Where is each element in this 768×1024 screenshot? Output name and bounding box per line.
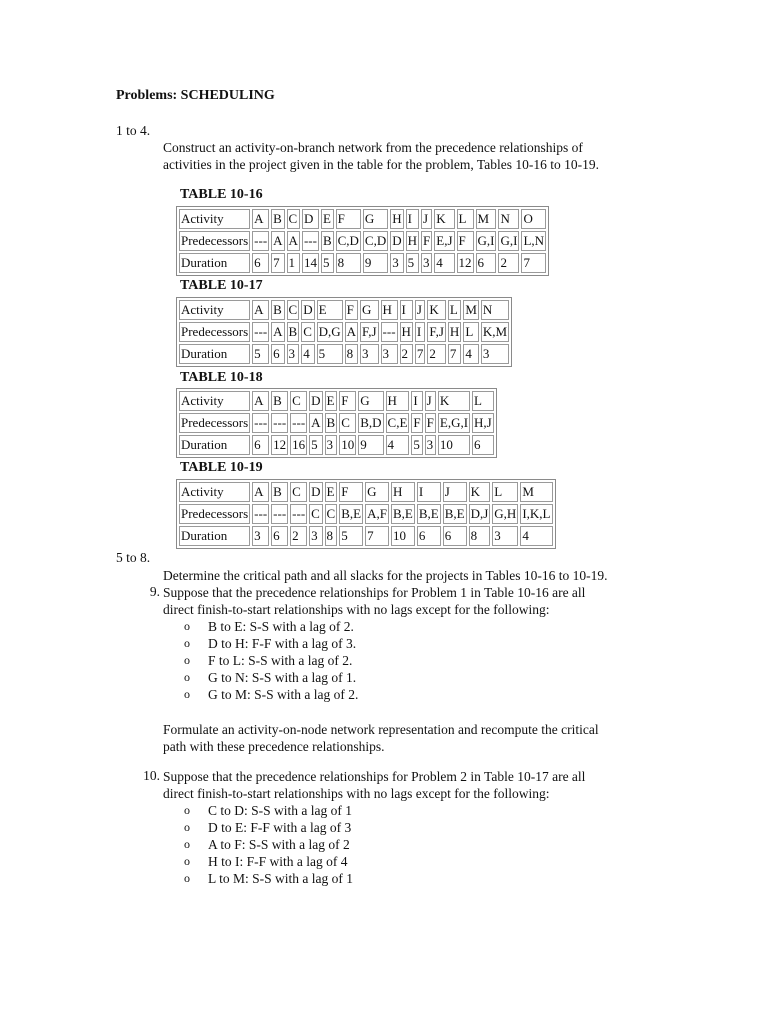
table-cell: 8 — [345, 344, 358, 364]
table-cell: A — [345, 322, 358, 342]
table-cell: B — [271, 391, 288, 411]
row-header-cell: Activity — [179, 300, 250, 320]
table-row — [179, 482, 553, 502]
table-cell: 4 — [434, 253, 454, 273]
table-cell: M — [463, 300, 479, 320]
row-header-cell: Duration — [179, 253, 250, 273]
table-cell: 7 — [415, 344, 426, 364]
table-cell: F,J — [360, 322, 379, 342]
table-cell: A — [252, 391, 269, 411]
table-cell: C — [339, 413, 356, 433]
table-cell: 8 — [325, 526, 338, 546]
table-cell: M — [476, 209, 497, 229]
table-cell: E — [325, 391, 338, 411]
table-cell: B,D — [358, 413, 383, 433]
table-cell: C — [325, 504, 338, 524]
table-cell: 2 — [498, 253, 519, 273]
table-cell: 8 — [469, 526, 491, 546]
table-row — [179, 391, 494, 411]
table-cell: F — [339, 391, 356, 411]
list-item — [184, 669, 358, 686]
table-cell: G,H — [492, 504, 518, 524]
table-cell: 6 — [252, 435, 269, 455]
problem-1-4-text — [163, 139, 703, 173]
text-line: Suppose that the precedence relationships for Problem 2 in Table 10-17 are all — [163, 769, 586, 784]
table-cell: G — [358, 391, 383, 411]
table-cell: 5 — [321, 253, 334, 273]
table-cell: 4 — [386, 435, 410, 455]
table-cell: 7 — [448, 344, 461, 364]
list-item-text: D to E: F-F with a lag of 3 — [208, 820, 352, 835]
table-cell: L — [457, 209, 474, 229]
table-10-16 — [176, 206, 549, 276]
table-cell: 10 — [438, 435, 470, 455]
table-cell: --- — [381, 322, 398, 342]
table-cell: I — [411, 391, 422, 411]
row-header-cell: Predecessors — [179, 413, 250, 433]
bullet-marker: o — [184, 687, 190, 701]
table-cell: --- — [252, 413, 269, 433]
table-cell: 3 — [425, 435, 436, 455]
table-cell: B — [325, 413, 338, 433]
table-cell: D — [309, 482, 322, 502]
table-cell: 2 — [400, 344, 413, 364]
table-cell: --- — [302, 231, 319, 251]
bullet-marker: o — [184, 871, 190, 885]
text-line: Construct an activity-on-branch network from the precedence relationships of — [163, 140, 583, 155]
table-cell: --- — [271, 413, 288, 433]
table-cell: H — [391, 482, 415, 502]
bullet-marker: o — [184, 837, 190, 851]
list-item — [184, 635, 358, 652]
table-cell: B — [271, 209, 284, 229]
table-cell: B — [287, 322, 300, 342]
table-cell: H — [400, 322, 413, 342]
table-cell: C — [301, 322, 314, 342]
table-cell: D — [309, 391, 322, 411]
table-cell: I — [415, 322, 426, 342]
list-item — [184, 686, 358, 703]
problem-9-text — [163, 584, 703, 618]
problem-9-bullet-list — [184, 618, 358, 703]
table-cell: G — [365, 482, 389, 502]
table-10-19-title: TABLE 10-19 — [180, 460, 263, 475]
row-header-cell: Predecessors — [179, 322, 250, 342]
table-cell: L,N — [521, 231, 546, 251]
text-line: direct finish-to-start relationships with no lags except for the following: — [163, 602, 550, 617]
table-cell: 7 — [365, 526, 389, 546]
table-cell: F — [345, 300, 358, 320]
table-cell: B — [271, 482, 288, 502]
table-cell: 7 — [271, 253, 284, 273]
bullet-marker: o — [184, 653, 190, 667]
row-header-cell: Predecessors — [179, 231, 250, 251]
table-cell: 3 — [390, 253, 403, 273]
table-cell: B,E — [391, 504, 415, 524]
table-row — [179, 231, 546, 251]
table-cell: K — [427, 300, 446, 320]
table-10-16-title: TABLE 10-16 — [180, 187, 263, 202]
table-cell: F — [336, 209, 361, 229]
table-cell: E — [325, 482, 338, 502]
table-cell: 3 — [421, 253, 432, 273]
table-cell: B — [321, 231, 334, 251]
table-cell: 5 — [309, 435, 322, 455]
table-cell: N — [498, 209, 519, 229]
list-item-text: L to M: S-S with a lag of 1 — [208, 871, 353, 886]
table-cell: 14 — [302, 253, 319, 273]
table-row — [179, 413, 494, 433]
table-cell: E,J — [434, 231, 454, 251]
table-cell: L — [463, 322, 479, 342]
table-cell: E — [321, 209, 334, 229]
table-cell: 3 — [309, 526, 322, 546]
table-cell: --- — [252, 231, 269, 251]
table-cell: --- — [290, 413, 307, 433]
row-header-cell: Predecessors — [179, 504, 250, 524]
table-cell: H — [390, 209, 403, 229]
row-header-cell: Duration — [179, 435, 250, 455]
table-row — [179, 253, 546, 273]
table-cell: L — [448, 300, 461, 320]
bullet-marker: o — [184, 670, 190, 684]
table-cell: 3 — [492, 526, 518, 546]
table-cell: 6 — [252, 253, 269, 273]
table-cell: F — [457, 231, 474, 251]
list-item — [184, 836, 353, 853]
table-cell: L — [492, 482, 518, 502]
table-cell: I — [400, 300, 413, 320]
table-cell: 3 — [360, 344, 379, 364]
bullet-marker: o — [184, 854, 190, 868]
table-cell: C — [287, 209, 300, 229]
table-cell: B,E — [339, 504, 363, 524]
table-cell: 1 — [287, 253, 300, 273]
table-cell: 9 — [363, 253, 388, 273]
table-cell: K — [434, 209, 454, 229]
table-row — [179, 435, 494, 455]
table-cell: C — [290, 391, 307, 411]
table-row — [179, 322, 509, 342]
table-cell: 9 — [358, 435, 383, 455]
table-cell: 10 — [391, 526, 415, 546]
table-cell: H — [386, 391, 410, 411]
table-cell: F — [425, 413, 436, 433]
list-item-text: G to N: S-S with a lag of 1. — [208, 670, 357, 685]
list-item — [184, 652, 358, 669]
table-cell: A — [252, 482, 269, 502]
table-cell: J — [415, 300, 426, 320]
table-cell: H — [381, 300, 398, 320]
table-cell: 5 — [317, 344, 343, 364]
table-cell: E,G,I — [438, 413, 470, 433]
table-cell: 5 — [406, 253, 419, 273]
problem-10-bullet-list — [184, 802, 353, 887]
table-cell: K,M — [481, 322, 509, 342]
table-row — [179, 300, 509, 320]
table-cell: B,E — [417, 504, 441, 524]
table-10-17 — [176, 297, 512, 367]
table-cell: --- — [252, 322, 269, 342]
table-cell: 2 — [290, 526, 307, 546]
table-body — [179, 209, 546, 273]
table-cell: G — [363, 209, 388, 229]
table-cell: C,D — [363, 231, 388, 251]
table-row — [179, 344, 509, 364]
table-cell: 3 — [252, 526, 269, 546]
table-cell: 4 — [301, 344, 314, 364]
list-item-text: B to E: S-S with a lag of 2. — [208, 619, 354, 634]
list-item-text: C to D: S-S with a lag of 1 — [208, 803, 352, 818]
table-cell: N — [481, 300, 509, 320]
table-cell: A — [287, 231, 300, 251]
table-cell: 2 — [427, 344, 446, 364]
bullet-marker: o — [184, 803, 190, 817]
table-cell: 3 — [481, 344, 509, 364]
list-item — [184, 819, 353, 836]
bullet-marker: o — [184, 820, 190, 834]
table-cell: 6 — [472, 435, 494, 455]
list-item — [184, 870, 353, 887]
row-header-cell: Activity — [179, 391, 250, 411]
table-cell: F — [411, 413, 422, 433]
table-cell: G — [360, 300, 379, 320]
table-cell: H — [406, 231, 419, 251]
table-cell: 10 — [339, 435, 356, 455]
table-cell: 5 — [411, 435, 422, 455]
table-cell: L — [472, 391, 494, 411]
table-cell: K — [469, 482, 491, 502]
table-cell: J — [421, 209, 432, 229]
table-cell: D — [390, 231, 403, 251]
table-cell: 6 — [443, 526, 467, 546]
table-cell: 4 — [520, 526, 552, 546]
table-body — [179, 300, 509, 364]
page-title: Problems: SCHEDULING — [116, 88, 275, 103]
table-cell: 6 — [271, 344, 284, 364]
text-line: Formulate an activity-on-node network representation and recompute the critical — [163, 722, 599, 737]
table-cell: F,J — [427, 322, 446, 342]
table-cell: C — [287, 300, 300, 320]
table-cell: 3 — [325, 435, 338, 455]
list-item-text: D to H: F-F with a lag of 3. — [208, 636, 357, 651]
list-item — [184, 618, 358, 635]
table-cell: O — [521, 209, 546, 229]
table-cell: 4 — [463, 344, 479, 364]
table-cell: I,K,L — [520, 504, 552, 524]
table-10-18-title: TABLE 10-18 — [180, 370, 263, 385]
table-cell: 6 — [271, 526, 288, 546]
table-cell: D — [302, 209, 319, 229]
table-cell: C,D — [336, 231, 361, 251]
table-cell: J — [443, 482, 467, 502]
problem-1-4-number: 1 to 4. — [116, 123, 151, 138]
table-cell: F — [421, 231, 432, 251]
table-cell: 6 — [417, 526, 441, 546]
table-cell: 12 — [271, 435, 288, 455]
table-cell: M — [520, 482, 552, 502]
table-cell: I — [406, 209, 419, 229]
bullet-marker: o — [184, 619, 190, 633]
row-header-cell: Activity — [179, 209, 250, 229]
problem-10-text — [163, 768, 703, 802]
text-line: Suppose that the precedence relationships for Problem 1 in Table 10-16 are all — [163, 585, 586, 600]
table-cell: G,I — [476, 231, 497, 251]
row-header-cell: Duration — [179, 344, 250, 364]
table-cell: C — [290, 482, 307, 502]
table-cell: K — [438, 391, 470, 411]
problem-5-8-number: 5 to 8. — [116, 550, 151, 565]
table-cell: D — [301, 300, 314, 320]
table-cell: A — [252, 209, 269, 229]
table-cell: B — [271, 300, 284, 320]
text-line: activities in the project given in the table for the problem, Tables 10-16 to 10-19. — [163, 157, 599, 172]
table-10-18 — [176, 388, 497, 458]
table-cell: H — [448, 322, 461, 342]
table-cell: 6 — [476, 253, 497, 273]
table-cell: 3 — [287, 344, 300, 364]
table-cell: B,E — [443, 504, 467, 524]
table-cell: A — [271, 231, 284, 251]
table-cell: 3 — [381, 344, 398, 364]
table-cell: C — [309, 504, 322, 524]
table-cell: 5 — [339, 526, 363, 546]
table-cell: H,J — [472, 413, 494, 433]
table-cell: G,I — [498, 231, 519, 251]
text-line: path with these precedence relationships. — [163, 739, 385, 754]
table-cell: 8 — [336, 253, 361, 273]
problem-5-8-text: Determine the critical path and all slacks for the projects in Tables 10-16 to 10-19. — [163, 568, 608, 583]
bullet-marker: o — [184, 636, 190, 650]
table-cell: --- — [252, 504, 269, 524]
table-cell: F — [339, 482, 363, 502]
problem-9-followup-text — [163, 721, 703, 755]
table-cell: A — [271, 322, 284, 342]
table-cell: I — [417, 482, 441, 502]
table-cell: 12 — [457, 253, 474, 273]
table-cell: C,E — [386, 413, 410, 433]
problem-9-number: 9. — [149, 584, 160, 599]
list-item-text: G to M: S-S with a lag of 2. — [208, 687, 359, 702]
table-cell: --- — [271, 504, 288, 524]
table-cell: J — [425, 391, 436, 411]
table-cell: 16 — [290, 435, 307, 455]
list-item-text: A to F: S-S with a lag of 2 — [208, 837, 350, 852]
table-row — [179, 526, 553, 546]
table-cell: --- — [290, 504, 307, 524]
table-cell: 7 — [521, 253, 546, 273]
table-row — [179, 504, 553, 524]
row-header-cell: Duration — [179, 526, 250, 546]
table-10-17-title: TABLE 10-17 — [180, 278, 263, 293]
list-item-text: F to L: S-S with a lag of 2. — [208, 653, 353, 668]
table-cell: D,G — [317, 322, 343, 342]
table-cell: A — [252, 300, 269, 320]
table-row — [179, 209, 546, 229]
table-cell: A,F — [365, 504, 389, 524]
list-item — [184, 853, 353, 870]
table-cell: E — [317, 300, 343, 320]
table-cell: A — [309, 413, 322, 433]
table-10-19 — [176, 479, 556, 549]
table-body — [179, 482, 553, 546]
list-item — [184, 802, 353, 819]
row-header-cell: Activity — [179, 482, 250, 502]
text-line: direct finish-to-start relationships with no lags except for the following: — [163, 786, 550, 801]
table-cell: D,J — [469, 504, 491, 524]
problem-10-number: 10. — [143, 768, 160, 783]
table-body — [179, 391, 494, 455]
table-cell: 5 — [252, 344, 269, 364]
list-item-text: H to I: F-F with a lag of 4 — [208, 854, 348, 869]
